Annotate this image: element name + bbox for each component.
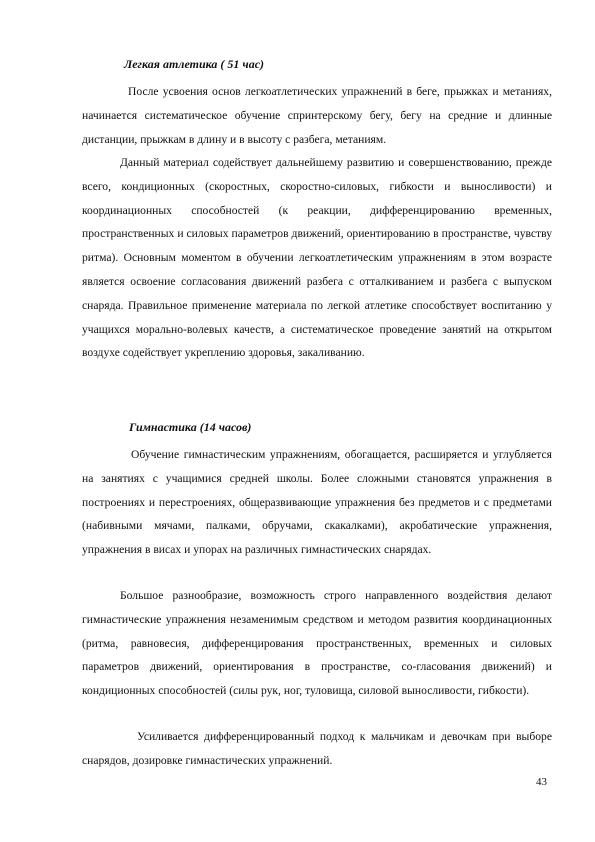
paragraph-text: Обучение гимнастическим упражнениям, обогащается, расширяется и углубляется на занятиях с учащимися средней школы. Более сложными становятся упражнения в построениях и перестроениях, общеразвивающие упражнения без предметов и с предметами (набивными мячами, палками, обручами, скакалками), акробатические упражнения, упражнения в висах и упорах на различных гимнастических снарядах.	[82, 448, 552, 557]
paragraph	[82, 443, 552, 562]
paragraph-text: Данный материал содействует дальнейшему развитию и совершенствованию, прежде всего, кондиционных (скоростных, скоростно-силовых, гибкости и выносливости) и координационных способностей (к реакции, дифференцированию временных, пространственных и силовых параметров движений, ориентированию в пространстве, чувству ритма). Основным моментом в обучении легкоатлетическим упражнениям в этом возрасте является освоение согласования движений разбега с отталкиванием и разбега с выпуском снаряда. Правильное применение материала по легкой атлетике способствует воспитанию у учащихся морально-волевых качеств, а систематическое проведение занятий на открытом воздухе содействует укреплению здоровья, закаливанию.	[82, 156, 552, 360]
paragraph	[82, 80, 552, 151]
paragraph-text: Большое разнообразие, возможность строго направленного воздействия делают гимнастические упражнения незаменимым средством и методом развития координационных (ритма, равновесия, дифференцирования пространственных, временных и силовых параметров движений, ориентирования в пространстве, со-гласования движений) и кондиционных способностей (силы рук, ног, туловища, силовой выносливости, гибкости).	[82, 589, 552, 698]
paragraph-text: Усиливается дифференцированный подход к мальчикам и девочкам при выборе снарядов, дозировке гимнастических упражнений.	[82, 730, 552, 767]
paragraph	[82, 584, 552, 703]
page-number: 43	[536, 776, 547, 788]
section-heading-gymnastics: Гимнастика (14 часов)	[129, 420, 252, 434]
section-heading-athletics: Легкая атлетика ( 51 час)	[124, 57, 265, 71]
paragraph	[82, 725, 552, 773]
paragraph-text: После усвоения основ легкоатлетических упражнений в беге, прыжках и метаниях, начинается систематическое обучение спринтерскому бегу, бегу на средние и длинные дистанции, прыжкам в длину и в высоту с разбега, метаниям.	[82, 85, 552, 146]
paragraph	[82, 151, 552, 365]
